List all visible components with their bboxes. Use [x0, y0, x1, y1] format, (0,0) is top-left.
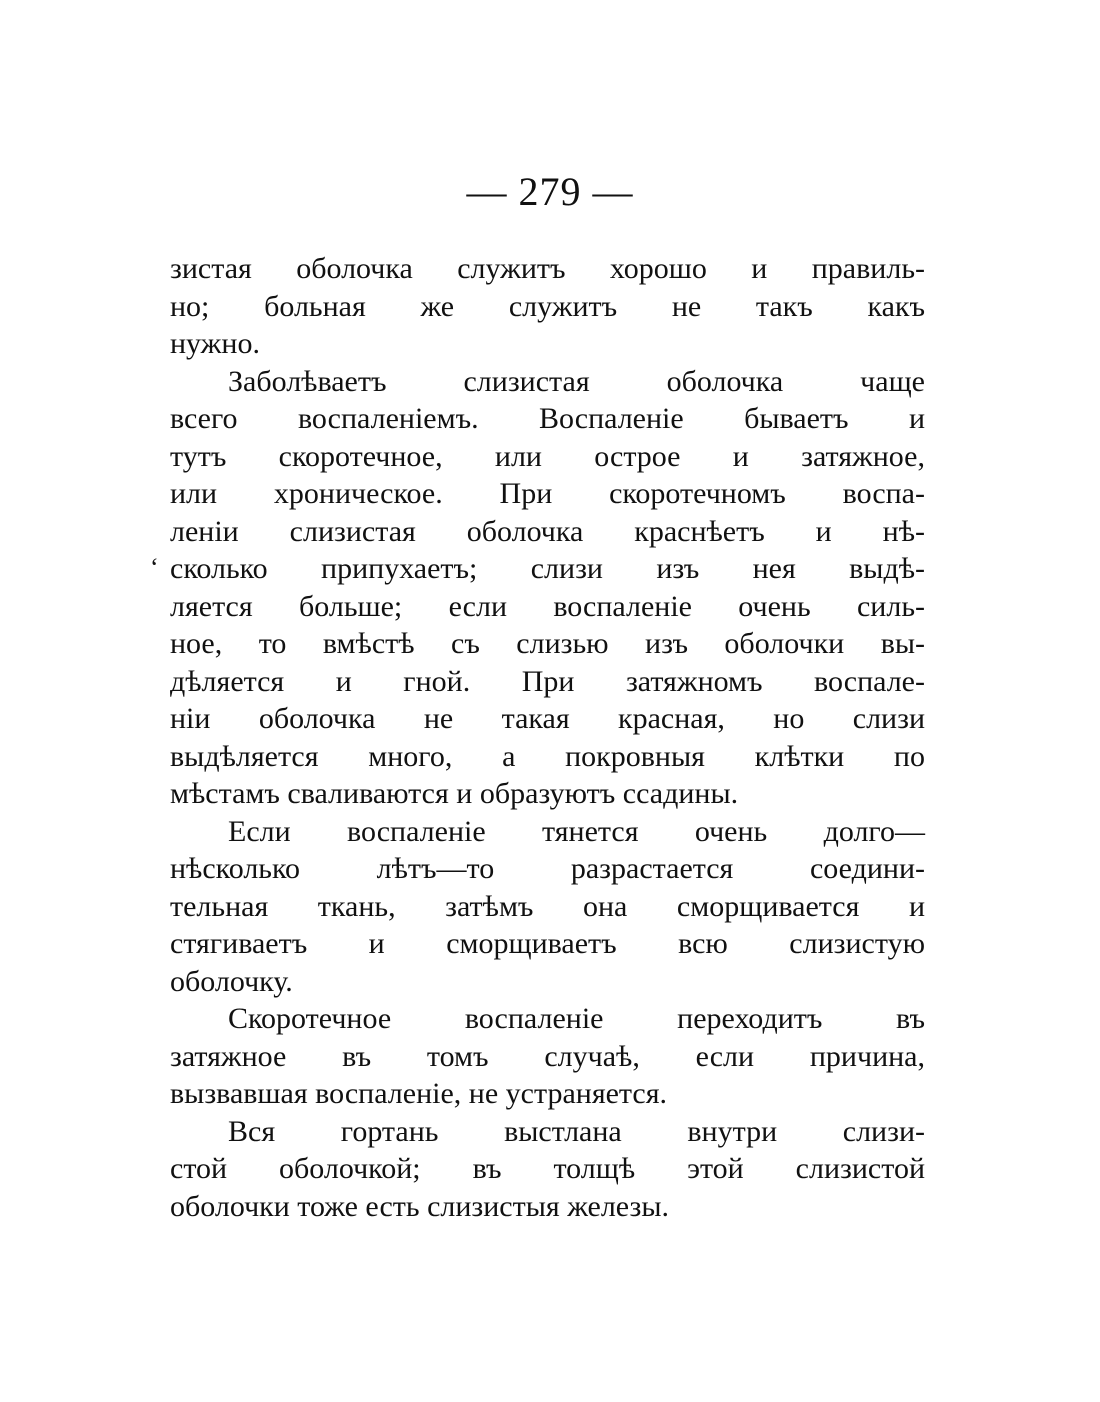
text-line: сколько припухаетъ; слизи изъ нея выдѣ- [170, 552, 925, 585]
text-line: Заболѣваетъ слизистая оболочка чаще [228, 364, 925, 398]
text-line: стягиваетъ и сморщиваетъ всю слизистую [170, 927, 925, 960]
text-line: Скоротечное воспаленіе переходитъ въ [228, 1002, 925, 1035]
text-line: дѣляется и гной. При затяжномъ воспале- [170, 664, 925, 698]
text-line: зистая оболочка служитъ хорошо и правиль- [170, 252, 925, 285]
text-line: Вся гортань выстлана внутри слизи- [228, 1114, 925, 1148]
text-line: тутъ скоротечное, или острое и затяжное, [170, 439, 925, 473]
text-line: затяжное въ томъ случаѣ, если причина, [170, 1039, 925, 1073]
text-line: мѣстамъ сваливаются и образуютъ ссадины. [170, 777, 739, 810]
text-line: или хроническое. При скоротечномъ воспа- [170, 477, 925, 510]
text-line: стой оболочкой; въ толщѣ этой слизистой [170, 1152, 925, 1185]
margin-mark: ‘ [150, 553, 159, 582]
text-line: вызвавшая воспаленіе, не устраняется. [170, 1077, 668, 1110]
page-number: — 279 — [466, 169, 634, 214]
text-line: всего воспаленіемъ. Воспаленіе бываетъ и [170, 402, 925, 435]
text-line: нѣсколько лѣтъ—то разрастается соедини- [170, 852, 925, 885]
paragraph [170, 363, 925, 813]
paragraph [170, 1113, 925, 1226]
body-text [170, 250, 925, 1225]
text-line: леніи слизистая оболочка краснѣетъ и нѣ- [170, 514, 925, 548]
text-line: ніи оболочка не такая красная, но слизи [170, 702, 925, 735]
text-line: оболочки тоже есть слизистыя железы. [170, 1189, 669, 1223]
text-line: тельная ткань, затѣмъ она сморщивается и [170, 889, 925, 923]
paragraph [170, 250, 925, 363]
text-line: но; больная же служитъ не такъ какъ [170, 289, 925, 323]
paragraph [170, 1000, 925, 1113]
text-line: ляется больше; если воспаленіе очень силь- [170, 589, 925, 623]
text-line: ное, то вмѣстѣ съ слизью изъ оболочки вы- [170, 627, 925, 660]
text-line: нужно. [170, 327, 260, 360]
text-line: оболочку. [170, 964, 293, 998]
text-line: выдѣляется много, а покровныя клѣтки по [170, 739, 925, 773]
text-line: Если воспаленіе тянется очень долго— [228, 814, 925, 848]
paragraph [170, 813, 925, 1001]
